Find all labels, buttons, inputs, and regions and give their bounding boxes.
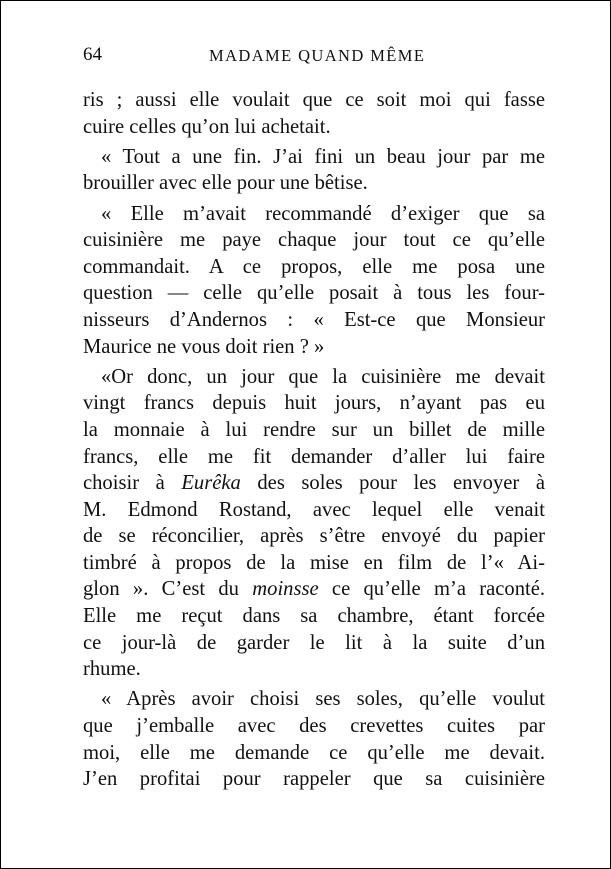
paragraph-1 (83, 87, 545, 140)
text-line: nisseurs d’Andernos : « Est-ce que Monsieur (83, 308, 545, 331)
text-line: cuisinière me paye chaque jour tout ce qu’elle (83, 229, 545, 252)
text-line (83, 576, 545, 603)
paragraph-3 (83, 201, 545, 361)
text-line: la monnaie à lui rendre sur un billet de mille (83, 418, 545, 441)
text-line: «Or donc, un jour que la cuisinière me devait (101, 365, 545, 388)
text-line: ce jour-là de garder le lit à la suite d’un (83, 631, 545, 654)
text-line: moi, elle me demande ce qu’elle me devait. (83, 741, 545, 764)
text-line: cuire celles qu’on lui achetait. (83, 115, 331, 138)
italic-title: Eurêka (181, 472, 241, 495)
body-text (83, 87, 545, 796)
text-line: francs, elle me fit demander d’aller lui faire (83, 445, 545, 468)
text-line: que j’emballe avec des crevettes cuites par (83, 715, 545, 738)
text-line: rhume. (83, 658, 141, 681)
italic-word: moinsse (252, 578, 319, 601)
text-line (83, 470, 545, 497)
text-line: commandait. A ce propos, elle me posa une (83, 255, 545, 278)
text-line: « Elle m’avait recommandé d’exiger que sa (101, 202, 545, 225)
paragraph-5 (83, 686, 545, 792)
text-line: question — celle qu’elle posait à tous les four- (83, 282, 545, 305)
text-line: de se réconcilier, après s’être envoyé du papier (83, 525, 545, 548)
text-run: choisir à (83, 472, 182, 495)
text-run: ce qu’elle m’a raconté. (318, 578, 546, 601)
page-header (1, 42, 610, 72)
text-line: ris ; aussi elle voulait que ce soit moi qui fasse (83, 89, 545, 111)
text-line: timbré à propos de la mise en film de l’« Ai- (83, 551, 545, 574)
text-run: glon ». C’est du (83, 578, 253, 601)
paragraph-2 (83, 144, 545, 197)
text-line: M. Edmond Rostand, avec lequel elle venait (83, 498, 545, 521)
text-line: « Tout a une fin. J’ai fini un beau jour par me (101, 145, 545, 168)
text-line: Elle me reçut dans sa chambre, étant forcée (83, 605, 545, 628)
text-line: vingt francs depuis huit jours, n’ayant pas eu (83, 392, 545, 415)
paragraph-4 (83, 364, 545, 683)
text-line: J’en profitai pour rappeler que sa cuisinière (83, 768, 545, 791)
text-line: brouiller avec elle pour une bêtise. (83, 172, 368, 195)
page-number: 64 (83, 44, 102, 65)
text-line: « Après avoir choisi ses soles, qu’elle voulut (101, 688, 545, 711)
text-run: des soles pour les envoyer à (240, 472, 545, 495)
running-title: MADAME QUAND MÊME (209, 46, 426, 65)
text-line: Maurice ne vous doit rien ? » (83, 335, 325, 358)
